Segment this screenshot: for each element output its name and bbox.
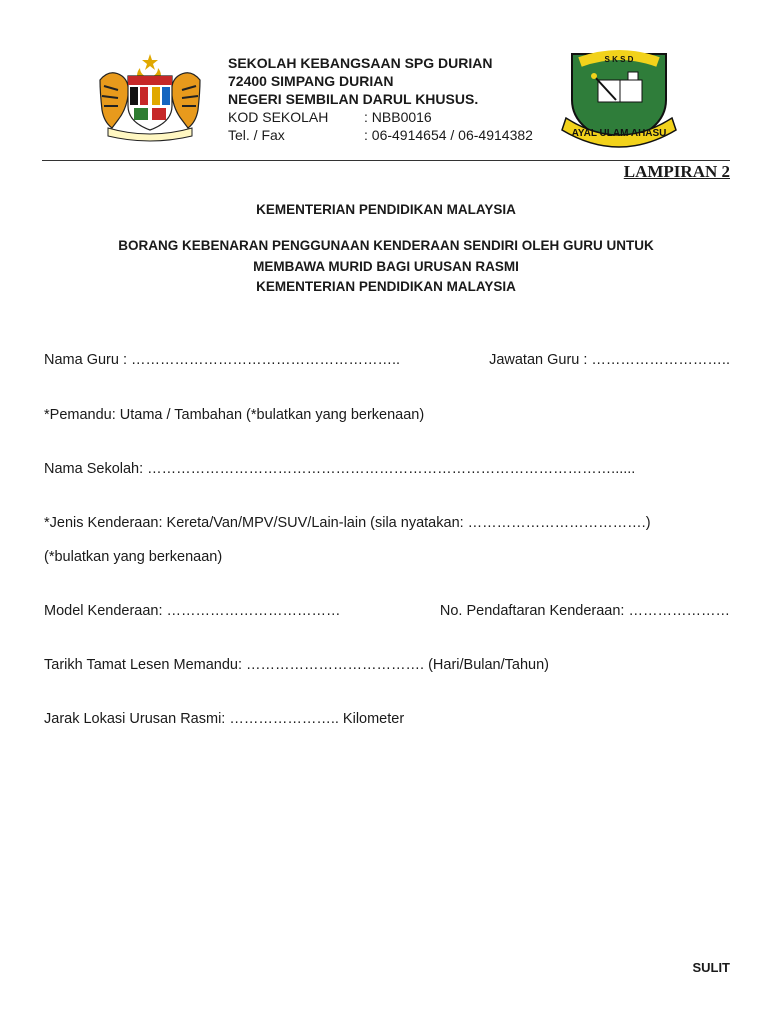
kenderaan-row <box>44 601 730 621</box>
jenis-kenderaan-field[interactable]: *Jenis Kenderaan: Kereta/Van/MPV/SUV/Lain-lain (sila nyatakan: ……………………………….) <box>44 515 651 531</box>
school-code-label: KOD SEKOLAH <box>228 109 329 125</box>
pemandu-field[interactable]: *Pemandu: Utama / Tambahan (*bulatkan yang berkenaan) <box>44 407 425 423</box>
jarak-lokasi-field[interactable]: Jarak Lokasi Urusan Rasmi: ………………….. Kilometer <box>44 711 405 727</box>
coat-of-arms-logo <box>94 50 206 142</box>
school-badge-logo <box>560 46 678 148</box>
model-kenderaan-field[interactable]: Model Kenderaan: ……………………………… <box>44 603 341 619</box>
school-state: NEGERI SEMBILAN DARUL KHUSUS. <box>228 91 479 107</box>
form-title-line-2: MEMBAWA MURID BAGI URUSAN RASMI <box>253 259 519 274</box>
header-divider <box>42 160 730 161</box>
badge-motto: AYAL ULAM AHASU <box>571 128 667 139</box>
nama-sekolah-field[interactable]: Nama Sekolah: ……………………………………………………………………………………...... <box>44 461 636 477</box>
appendix-label: LAMPIRAN 2 <box>623 162 730 181</box>
school-tel-row <box>228 126 533 144</box>
tel-fax-label: Tel. / Fax <box>228 127 285 143</box>
form-title-line-3: KEMENTERIAN PENDIDIKAN MALAYSIA <box>256 279 516 294</box>
nama-guru-row <box>44 350 730 370</box>
jawatan-guru-field[interactable]: Jawatan Guru : ……………………….. <box>489 352 730 368</box>
badge-top-text: S K S D <box>604 55 634 64</box>
school-code-value: : NBB0016 <box>364 109 432 125</box>
tel-fax-value: : 06-4914654 / 06-4914382 <box>364 127 533 143</box>
nama-guru-field[interactable]: Nama Guru : ……………………………………………….. <box>44 352 401 368</box>
form-title-line-1: BORANG KEBENARAN PENGGUNAAN KENDERAAN SENDIRI OLEH GURU UNTUK <box>118 238 654 253</box>
no-pendaftaran-field[interactable]: No. Pendaftaran Kenderaan: ………………… <box>439 603 730 619</box>
school-postcode-town: 72400 SIMPANG DURIAN <box>228 73 394 89</box>
ministry-heading: KEMENTERIAN PENDIDIKAN MALAYSIA <box>256 202 516 217</box>
school-code-row <box>228 108 533 126</box>
bulatkan-note: (*bulatkan yang berkenaan) <box>44 549 223 565</box>
classification-label: SULIT <box>692 960 730 975</box>
tarikh-tamat-lesen-field[interactable]: Tarikh Tamat Lesen Memandu: ………………………………. (Hari/Bulan/Tahun) <box>44 657 549 673</box>
school-name: SEKOLAH KEBANGSAAN SPG DURIAN <box>228 55 493 71</box>
